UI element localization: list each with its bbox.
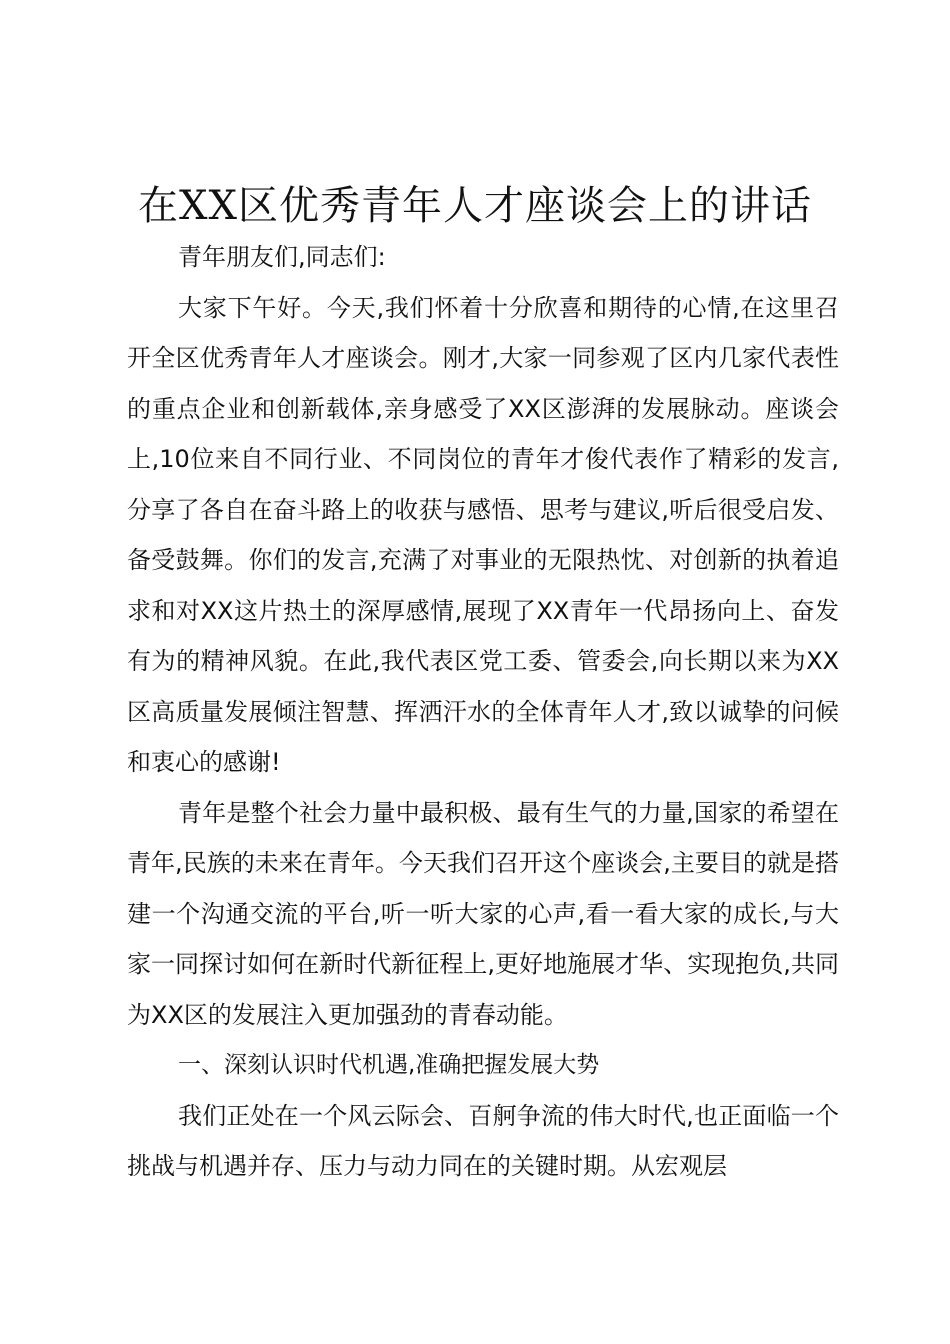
document-title: 在XX区优秀青年人才座谈会上的讲话 <box>138 183 812 229</box>
body-paragraph: 青年是整个社会力量中最积极、最有生气的力量,国家的希望在青年,民族的未来在青年。今天我们召开这个座谈会,主要目的就是搭建一个沟通交流的平台,听一听大家的心声,看一看大家的成长,与大家一同探讨如何在新时代新征程上,更好地施展才华、实现抱负,共同为XX区的发展注入更加强劲的青春动能。 <box>127 798 839 1029</box>
section-paragraph: 我们正处在一个风云际会、百舸争流的伟大时代,也正面临一个挑战与机遇并存、压力与动力同在的关键时期。从宏观层 <box>127 1101 839 1180</box>
document-body <box>127 232 839 1192</box>
greeting-paragraph: 青年朋友们,同志们: <box>178 243 386 271</box>
body-paragraph: 大家下午好。今天,我们怀着十分欣喜和期待的心情,在这里召开全区优秀青年人才座谈会。刚才,大家一同参观了区内几家代表性的重点企业和创新载体,亲身感受了XX区澎湃的发展脉动。座谈会上,10位来自不同行业、不同岗位的青年才俊代表作了精彩的发言,分享了各自在奋斗路上的收获与感悟、思考与建议,听后很受启发、备受鼓舞。你们的发言,充满了对事业的无限热忱、对创新的执着追求和对XX这片热土的深厚感情,展现了XX青年一代昂扬向上、奋发有为的精神风貌。在此,我代表区党工委、管委会,向长期以来为XX区高质量发展倾注智慧、挥洒汗水的全体青年人才,致以诚挚的问候和衷心的感谢! <box>127 293 839 776</box>
section-heading: 一、深刻认识时代机遇,准确把握发展大势 <box>178 1052 600 1078</box>
